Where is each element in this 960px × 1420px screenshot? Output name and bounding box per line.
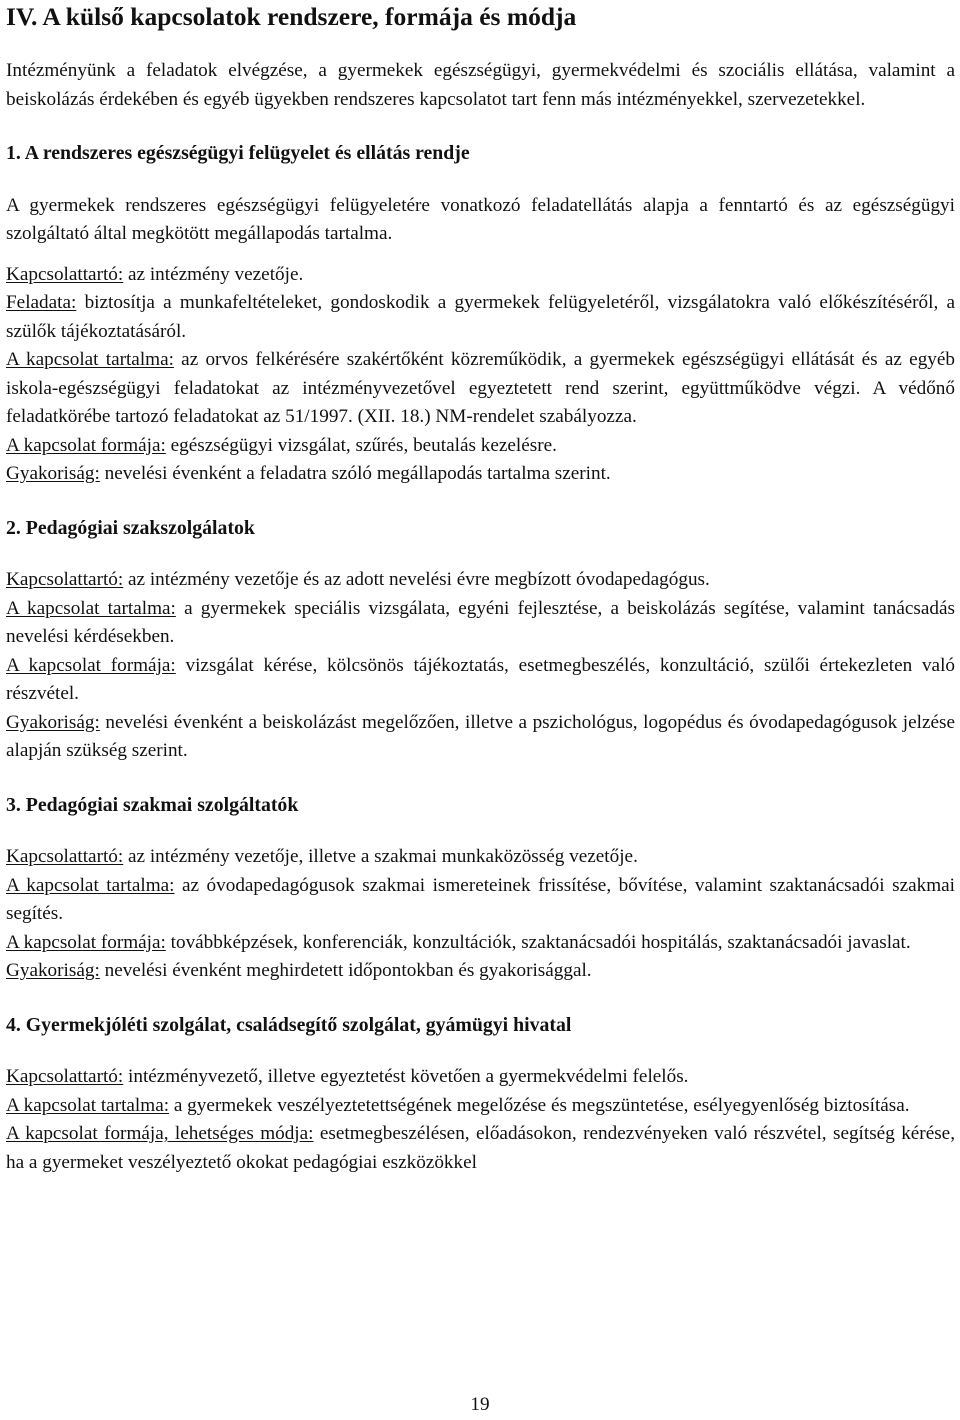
contact-label: Kapcsolattartó: (6, 846, 124, 867)
content-text: a gyermekek speciális vizsgálata, egyéni fejlesztése, a beiskolázás segítése, valamint tanácsadás nevelési kérdésekben. (6, 597, 955, 647)
content-label: A kapcsolat tartalma: (6, 1094, 170, 1116)
task-text: biztosítja a munkafeltételeket, gondoskodik a gyermekek felügyeletéről, vizsgálatokra való előkészítéséről, a szülők tájékoztatásáról. (6, 292, 955, 342)
frequency-label: Gyakoriság: (6, 463, 100, 484)
section-3-form (6, 929, 955, 958)
section-4-content (6, 1092, 955, 1121)
form-label: A kapcsolat formája: (6, 434, 166, 456)
contact-text: az intézmény vezetője és az adott nevelési évre megbízott óvodapedagógus. (123, 569, 710, 590)
task-label: Feladata: (6, 292, 77, 313)
section-3-frequency (6, 957, 955, 986)
form-text: egészségügyi vizsgálat, szűrés, beutalás kezelésre. (165, 434, 557, 456)
section-1-heading: 1. A rendszeres egészségügyi felügyelet és ellátás rendje (6, 142, 470, 164)
section-1-content (6, 346, 955, 432)
intro-paragraph: Intézményünk a feladatok elvégzése, a gyermekek egészségügyi, gyermekvédelmi és szociális ellátása, valamint a beiskolázás érdekében és egyéb ügyekben rendszeres kapcsolatot tart fenn más intézményekkel, szervezetekkel. (6, 60, 955, 110)
frequency-text: nevelési évenként meghirdetett időpontokban és gyakorisággal. (99, 960, 592, 981)
section-2-heading: 2. Pedagógiai szakszolgálatok (6, 516, 255, 539)
section-2-contact (6, 566, 955, 595)
form-text: vizsgálat kérése, kölcsönös tájékoztatás, esetmegbeszélés, konzultáció, szülői értekezleten való részvétel. (6, 654, 956, 704)
contact-label: Kapcsolattartó: (6, 1066, 124, 1087)
frequency-text: nevelési évenként a beiskolázást megelőzően, illetve a pszichológus, logopédus és óvodapedagógusok jelzése alapján szükség szerint. (6, 711, 955, 761)
section-4-heading: 4. Gyermekjóléti szolgálat, családsegítő szolgálat, gyámügyi hivatal (6, 1013, 572, 1036)
section-4-contact (6, 1063, 955, 1092)
form-label: A kapcsolat formája, lehetséges módja: (6, 1123, 314, 1144)
contact-text: intézményvezető, illetve egyeztetést követően a gyermekvédelmi felelős. (123, 1066, 689, 1087)
content-text: az óvodapedagógusok szakmai ismereteinek frissítése, bővítése, valamint szaktanácsadói szakmai segítés. (6, 874, 955, 924)
contact-label: Kapcsolattartó: (6, 569, 124, 590)
contact-text: az intézmény vezetője, illetve a szakmai munkaközösség vezetője. (123, 846, 638, 867)
section-2-content (6, 595, 955, 652)
section-2-form (6, 652, 955, 709)
content-text: a gyermekek veszélyeztetettségének megelőzése és megszüntetése, esélyegyenlőség biztosítása. (169, 1094, 910, 1116)
section-4-form (6, 1120, 955, 1177)
contact-text: az intézmény vezetője. (123, 263, 304, 285)
frequency-label: Gyakoriság: (6, 960, 100, 981)
content-label: A kapcsolat tartalma: (6, 597, 176, 619)
section-1-form (6, 432, 955, 461)
frequency-text: nevelési évenként a feladatra szóló megállapodás tartalma szerint. (99, 463, 611, 484)
section-1-frequency (6, 460, 955, 489)
contact-label: Kapcsolattartó: (6, 263, 124, 285)
section-3-heading: 3. Pedagógiai szakmai szolgáltatók (6, 793, 299, 816)
form-text: továbbképzések, konferenciák, konzultációk, szaktanácsadói hospitálás, szaktanácsadói javaslat. (165, 931, 911, 953)
chapter-title: IV. A külső kapcsolatok rendszere, formája és módja (6, 2, 577, 31)
section-3-contact (6, 843, 955, 872)
section-1-task (6, 289, 955, 346)
section-1-contact (6, 261, 955, 290)
section-2-frequency (6, 709, 955, 766)
page-number: 19 (470, 1394, 490, 1415)
form-label: A kapcsolat formája: (6, 654, 176, 676)
content-text: az orvos felkérésére szakértőként közreműködik, a gyermekek egészségügyi ellátását és az egyéb iskola-egészségügyi feladatokat az intézményvezetővel egyeztetett rend szerint, együttműködve végzi. A védőnő feladatkörébe tartozó feladatokat az 51/1997. (XII. 18.) NM-rendelet szabályozza. (6, 349, 955, 427)
section-3-content (6, 872, 955, 929)
content-label: A kapcsolat tartalma: (6, 874, 175, 896)
form-label: A kapcsolat formája: (6, 931, 166, 953)
form-text: esetmegbeszélésen, előadásokon, rendezvényeken való részvétel, segítség kérése, ha a gyermeket veszélyeztető okokat pedagógiai eszközökkel (6, 1123, 955, 1173)
content-label: A kapcsolat tartalma: (6, 349, 174, 370)
frequency-label: Gyakoriság: (6, 711, 100, 733)
section-1-body: A gyermekek rendszeres egészségügyi felügyeletére vonatkozó feladatellátás alapja a fenntartó és az egészségügyi szolgáltató által megkötött megállapodás tartalma. (6, 194, 955, 244)
